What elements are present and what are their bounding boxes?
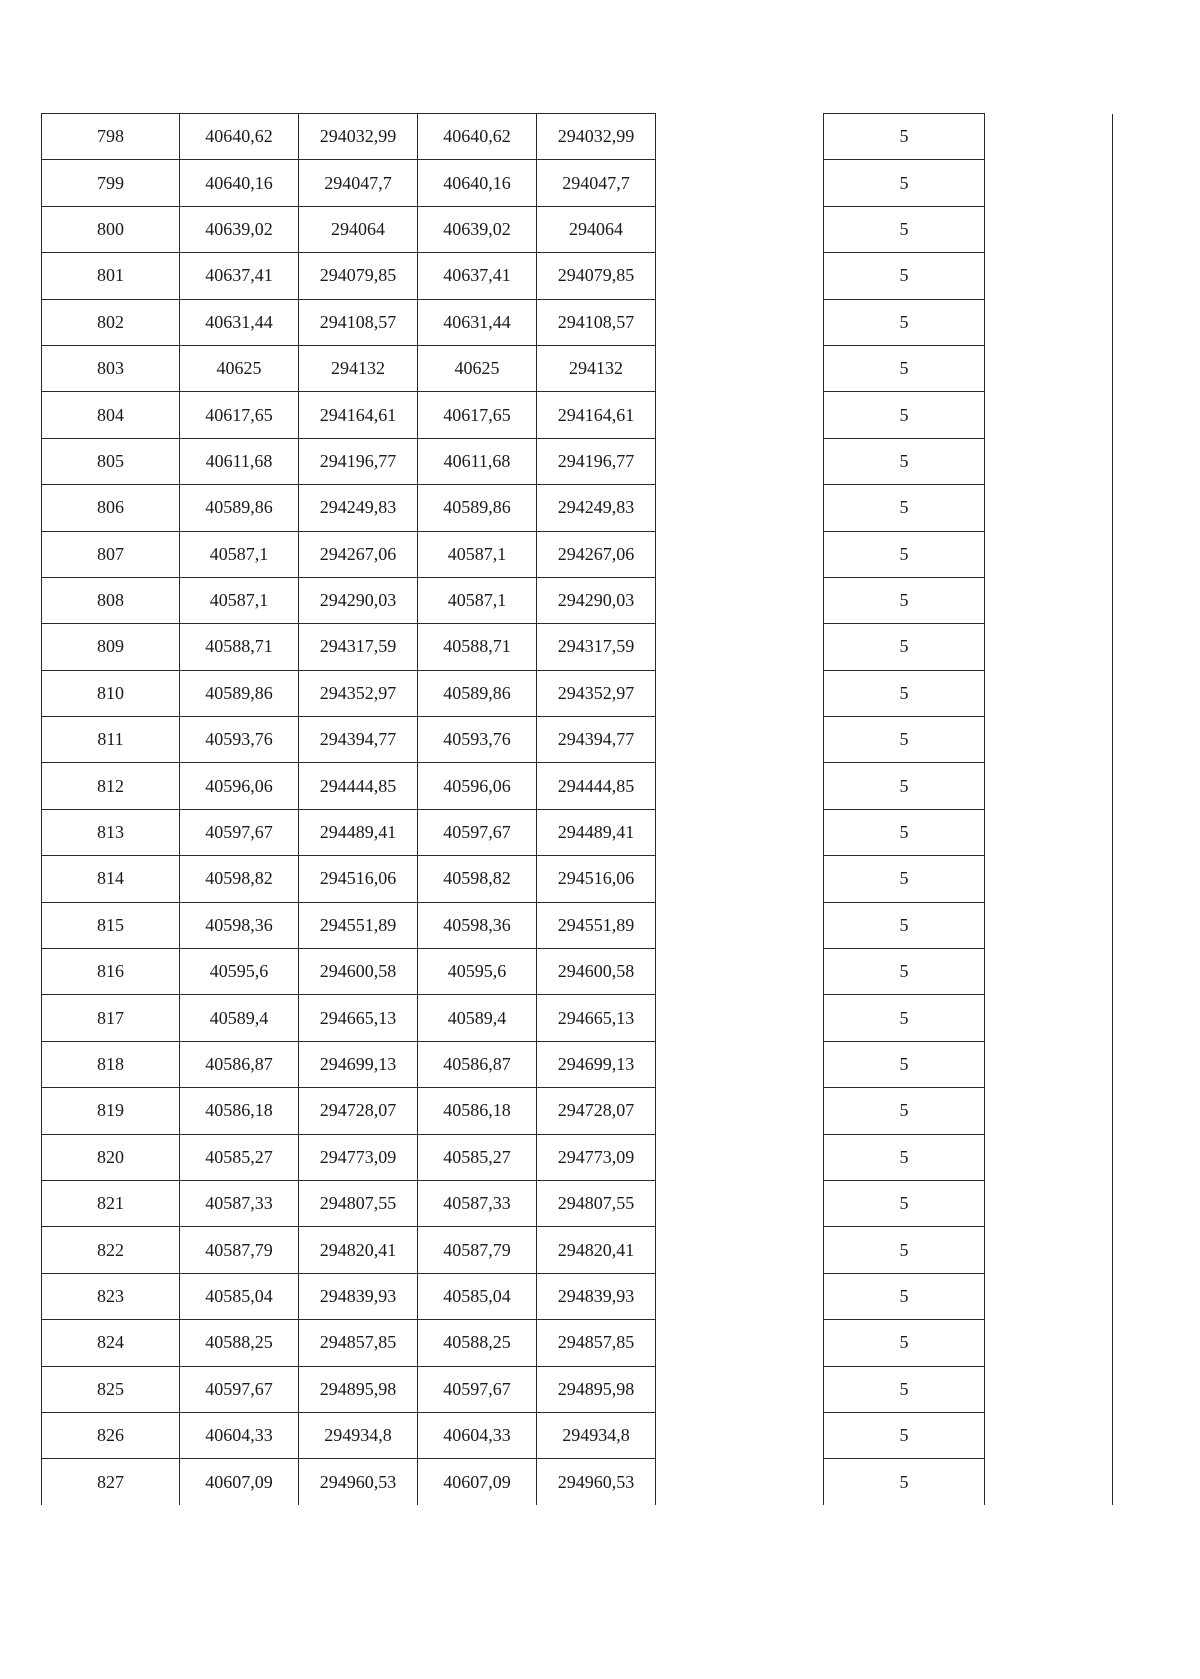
- table-row: [42, 856, 1113, 902]
- x-coordinate-cell: 40597,67: [180, 809, 299, 855]
- point-number-cell: 807: [42, 531, 180, 577]
- y-coordinate-2-cell: 294551,89: [537, 902, 656, 948]
- empty-column-cell: [656, 856, 824, 902]
- point-number-cell: 802: [42, 299, 180, 345]
- y-coordinate-cell: 294820,41: [299, 1227, 418, 1273]
- empty-column-cell: [656, 1320, 824, 1366]
- empty-column-cell: [656, 1366, 824, 1412]
- table-row: [42, 717, 1113, 763]
- empty-column-cell: [656, 1273, 824, 1319]
- y-coordinate-2-cell: 294079,85: [537, 253, 656, 299]
- x-coordinate-2-cell: 40639,02: [418, 206, 537, 252]
- table-row: [42, 624, 1113, 670]
- x-coordinate-cell: 40639,02: [180, 206, 299, 252]
- value-cell: 5: [824, 1412, 985, 1458]
- point-number-cell: 824: [42, 1320, 180, 1366]
- x-coordinate-cell: 40604,33: [180, 1412, 299, 1458]
- value-cell: 5: [824, 531, 985, 577]
- x-coordinate-2-cell: 40589,4: [418, 995, 537, 1041]
- empty-trailing-cell: [985, 1320, 1113, 1366]
- empty-trailing-cell: [985, 392, 1113, 438]
- x-coordinate-2-cell: 40640,62: [418, 114, 537, 160]
- x-coordinate-2-cell: 40631,44: [418, 299, 537, 345]
- x-coordinate-cell: 40617,65: [180, 392, 299, 438]
- x-coordinate-2-cell: 40587,1: [418, 531, 537, 577]
- value-cell: 5: [824, 809, 985, 855]
- y-coordinate-2-cell: 294807,55: [537, 1180, 656, 1226]
- empty-column-cell: [656, 438, 824, 484]
- point-number-cell: 809: [42, 624, 180, 670]
- x-coordinate-2-cell: 40607,09: [418, 1459, 537, 1505]
- y-coordinate-2-cell: 294164,61: [537, 392, 656, 438]
- value-cell: 5: [824, 670, 985, 716]
- empty-column-cell: [656, 717, 824, 763]
- table-row: [42, 114, 1113, 160]
- empty-trailing-cell: [985, 577, 1113, 623]
- y-coordinate-2-cell: 294196,77: [537, 438, 656, 484]
- empty-trailing-cell: [985, 438, 1113, 484]
- point-number-cell: 815: [42, 902, 180, 948]
- empty-trailing-cell: [985, 1041, 1113, 1087]
- x-coordinate-2-cell: 40598,36: [418, 902, 537, 948]
- value-cell: 5: [824, 114, 985, 160]
- value-cell: 5: [824, 1088, 985, 1134]
- value-cell: 5: [824, 949, 985, 995]
- empty-column-cell: [656, 253, 824, 299]
- point-number-cell: 805: [42, 438, 180, 484]
- x-coordinate-2-cell: 40597,67: [418, 1366, 537, 1412]
- value-cell: 5: [824, 345, 985, 391]
- table-row: [42, 485, 1113, 531]
- x-coordinate-cell: 40589,4: [180, 995, 299, 1041]
- y-coordinate-cell: 294600,58: [299, 949, 418, 995]
- point-number-cell: 808: [42, 577, 180, 623]
- empty-column-cell: [656, 763, 824, 809]
- value-cell: 5: [824, 392, 985, 438]
- empty-column-cell: [656, 670, 824, 716]
- point-number-cell: 812: [42, 763, 180, 809]
- empty-column-cell: [656, 1180, 824, 1226]
- value-cell: 5: [824, 206, 985, 252]
- empty-trailing-cell: [985, 253, 1113, 299]
- table-row: [42, 995, 1113, 1041]
- point-number-cell: 819: [42, 1088, 180, 1134]
- x-coordinate-2-cell: 40589,86: [418, 485, 537, 531]
- table-row: [42, 160, 1113, 206]
- table-row: [42, 809, 1113, 855]
- y-coordinate-cell: 294108,57: [299, 299, 418, 345]
- empty-trailing-cell: [985, 485, 1113, 531]
- y-coordinate-2-cell: 294960,53: [537, 1459, 656, 1505]
- x-coordinate-2-cell: 40596,06: [418, 763, 537, 809]
- x-coordinate-2-cell: 40588,71: [418, 624, 537, 670]
- y-coordinate-cell: 294857,85: [299, 1320, 418, 1366]
- value-cell: 5: [824, 1227, 985, 1273]
- table-row: [42, 1459, 1113, 1505]
- empty-trailing-cell: [985, 299, 1113, 345]
- y-coordinate-cell: 294839,93: [299, 1273, 418, 1319]
- x-coordinate-cell: 40597,67: [180, 1366, 299, 1412]
- x-coordinate-2-cell: 40593,76: [418, 717, 537, 763]
- table-row: [42, 670, 1113, 716]
- x-coordinate-cell: 40611,68: [180, 438, 299, 484]
- empty-trailing-cell: [985, 902, 1113, 948]
- y-coordinate-2-cell: 294352,97: [537, 670, 656, 716]
- x-coordinate-2-cell: 40604,33: [418, 1412, 537, 1458]
- x-coordinate-2-cell: 40585,27: [418, 1134, 537, 1180]
- y-coordinate-cell: 294807,55: [299, 1180, 418, 1226]
- x-coordinate-cell: 40586,87: [180, 1041, 299, 1087]
- x-coordinate-cell: 40607,09: [180, 1459, 299, 1505]
- y-coordinate-cell: 294064: [299, 206, 418, 252]
- value-cell: 5: [824, 299, 985, 345]
- empty-trailing-cell: [985, 531, 1113, 577]
- empty-trailing-cell: [985, 345, 1113, 391]
- point-number-cell: 804: [42, 392, 180, 438]
- point-number-cell: 810: [42, 670, 180, 716]
- empty-column-cell: [656, 809, 824, 855]
- empty-trailing-cell: [985, 1273, 1113, 1319]
- y-coordinate-2-cell: 294600,58: [537, 949, 656, 995]
- empty-column-cell: [656, 299, 824, 345]
- empty-column-cell: [656, 1459, 824, 1505]
- table-row: [42, 1041, 1113, 1087]
- point-number-cell: 826: [42, 1412, 180, 1458]
- empty-column-cell: [656, 392, 824, 438]
- empty-column-cell: [656, 485, 824, 531]
- y-coordinate-cell: 294032,99: [299, 114, 418, 160]
- y-coordinate-cell: 294895,98: [299, 1366, 418, 1412]
- y-coordinate-cell: 294394,77: [299, 717, 418, 763]
- x-coordinate-cell: 40586,18: [180, 1088, 299, 1134]
- point-number-cell: 813: [42, 809, 180, 855]
- x-coordinate-2-cell: 40586,87: [418, 1041, 537, 1087]
- y-coordinate-2-cell: 294934,8: [537, 1412, 656, 1458]
- empty-trailing-cell: [985, 949, 1113, 995]
- point-number-cell: 822: [42, 1227, 180, 1273]
- empty-trailing-cell: [985, 160, 1113, 206]
- x-coordinate-cell: 40593,76: [180, 717, 299, 763]
- empty-column-cell: [656, 1134, 824, 1180]
- point-number-cell: 798: [42, 114, 180, 160]
- empty-column-cell: [656, 206, 824, 252]
- table-row: [42, 206, 1113, 252]
- x-coordinate-2-cell: 40637,41: [418, 253, 537, 299]
- empty-trailing-cell: [985, 114, 1113, 160]
- x-coordinate-2-cell: 40598,82: [418, 856, 537, 902]
- table-row: [42, 1180, 1113, 1226]
- y-coordinate-cell: 294079,85: [299, 253, 418, 299]
- point-number-cell: 821: [42, 1180, 180, 1226]
- x-coordinate-cell: 40640,16: [180, 160, 299, 206]
- table-row: [42, 577, 1113, 623]
- empty-column-cell: [656, 531, 824, 577]
- x-coordinate-cell: 40587,33: [180, 1180, 299, 1226]
- y-coordinate-cell: 294516,06: [299, 856, 418, 902]
- point-number-cell: 814: [42, 856, 180, 902]
- value-cell: 5: [824, 1273, 985, 1319]
- y-coordinate-cell: 294164,61: [299, 392, 418, 438]
- y-coordinate-2-cell: 294820,41: [537, 1227, 656, 1273]
- point-number-cell: 801: [42, 253, 180, 299]
- value-cell: 5: [824, 624, 985, 670]
- y-coordinate-2-cell: 294064: [537, 206, 656, 252]
- y-coordinate-cell: 294132: [299, 345, 418, 391]
- point-number-cell: 800: [42, 206, 180, 252]
- empty-column-cell: [656, 114, 824, 160]
- table-row: [42, 299, 1113, 345]
- empty-column-cell: [656, 949, 824, 995]
- empty-trailing-cell: [985, 763, 1113, 809]
- y-coordinate-2-cell: 294516,06: [537, 856, 656, 902]
- x-coordinate-2-cell: 40625: [418, 345, 537, 391]
- y-coordinate-2-cell: 294132: [537, 345, 656, 391]
- empty-trailing-cell: [985, 1088, 1113, 1134]
- table-row: [42, 1088, 1113, 1134]
- x-coordinate-2-cell: 40611,68: [418, 438, 537, 484]
- value-cell: 5: [824, 253, 985, 299]
- x-coordinate-cell: 40587,79: [180, 1227, 299, 1273]
- empty-trailing-cell: [985, 670, 1113, 716]
- table-row: [42, 1412, 1113, 1458]
- table-row: [42, 949, 1113, 995]
- y-coordinate-2-cell: 294489,41: [537, 809, 656, 855]
- y-coordinate-2-cell: 294290,03: [537, 577, 656, 623]
- coordinates-table-body: [42, 114, 1113, 1506]
- empty-trailing-cell: [985, 624, 1113, 670]
- y-coordinate-2-cell: 294032,99: [537, 114, 656, 160]
- y-coordinate-cell: 294352,97: [299, 670, 418, 716]
- point-number-cell: 799: [42, 160, 180, 206]
- y-coordinate-2-cell: 294699,13: [537, 1041, 656, 1087]
- value-cell: 5: [824, 763, 985, 809]
- y-coordinate-cell: 294934,8: [299, 1412, 418, 1458]
- table-row: [42, 345, 1113, 391]
- y-coordinate-cell: 294773,09: [299, 1134, 418, 1180]
- x-coordinate-cell: 40640,62: [180, 114, 299, 160]
- x-coordinate-cell: 40598,36: [180, 902, 299, 948]
- x-coordinate-2-cell: 40597,67: [418, 809, 537, 855]
- empty-trailing-cell: [985, 1366, 1113, 1412]
- value-cell: 5: [824, 1180, 985, 1226]
- table-row: [42, 392, 1113, 438]
- empty-trailing-cell: [985, 1180, 1113, 1226]
- x-coordinate-cell: 40595,6: [180, 949, 299, 995]
- x-coordinate-cell: 40589,86: [180, 485, 299, 531]
- x-coordinate-cell: 40631,44: [180, 299, 299, 345]
- point-number-cell: 827: [42, 1459, 180, 1505]
- point-number-cell: 817: [42, 995, 180, 1041]
- empty-trailing-cell: [985, 1459, 1113, 1505]
- y-coordinate-2-cell: 294108,57: [537, 299, 656, 345]
- y-coordinate-cell: 294489,41: [299, 809, 418, 855]
- x-coordinate-cell: 40637,41: [180, 253, 299, 299]
- point-number-cell: 811: [42, 717, 180, 763]
- empty-column-cell: [656, 1041, 824, 1087]
- y-coordinate-2-cell: 294047,7: [537, 160, 656, 206]
- value-cell: 5: [824, 438, 985, 484]
- x-coordinate-cell: 40589,86: [180, 670, 299, 716]
- table-row: [42, 902, 1113, 948]
- table-row: [42, 1134, 1113, 1180]
- value-cell: 5: [824, 717, 985, 763]
- table-row: [42, 438, 1113, 484]
- value-cell: 5: [824, 577, 985, 623]
- coordinates-table: [41, 113, 1113, 1505]
- x-coordinate-cell: 40585,04: [180, 1273, 299, 1319]
- empty-column-cell: [656, 345, 824, 391]
- x-coordinate-cell: 40585,27: [180, 1134, 299, 1180]
- value-cell: 5: [824, 856, 985, 902]
- y-coordinate-cell: 294047,7: [299, 160, 418, 206]
- x-coordinate-cell: 40588,71: [180, 624, 299, 670]
- empty-column-cell: [656, 1227, 824, 1273]
- empty-trailing-cell: [985, 809, 1113, 855]
- value-cell: 5: [824, 485, 985, 531]
- table-row: [42, 763, 1113, 809]
- x-coordinate-cell: 40587,1: [180, 531, 299, 577]
- y-coordinate-cell: 294665,13: [299, 995, 418, 1041]
- point-number-cell: 825: [42, 1366, 180, 1412]
- empty-column-cell: [656, 1412, 824, 1458]
- point-number-cell: 820: [42, 1134, 180, 1180]
- empty-trailing-cell: [985, 717, 1113, 763]
- y-coordinate-cell: 294728,07: [299, 1088, 418, 1134]
- value-cell: 5: [824, 1320, 985, 1366]
- y-coordinate-2-cell: 294444,85: [537, 763, 656, 809]
- y-coordinate-cell: 294267,06: [299, 531, 418, 577]
- x-coordinate-cell: 40587,1: [180, 577, 299, 623]
- y-coordinate-cell: 294249,83: [299, 485, 418, 531]
- point-number-cell: 823: [42, 1273, 180, 1319]
- x-coordinate-2-cell: 40588,25: [418, 1320, 537, 1366]
- empty-trailing-cell: [985, 856, 1113, 902]
- value-cell: 5: [824, 1459, 985, 1505]
- y-coordinate-2-cell: 294394,77: [537, 717, 656, 763]
- empty-column-cell: [656, 160, 824, 206]
- x-coordinate-2-cell: 40617,65: [418, 392, 537, 438]
- x-coordinate-2-cell: 40589,86: [418, 670, 537, 716]
- table-row: [42, 253, 1113, 299]
- x-coordinate-cell: 40596,06: [180, 763, 299, 809]
- y-coordinate-2-cell: 294773,09: [537, 1134, 656, 1180]
- x-coordinate-2-cell: 40587,33: [418, 1180, 537, 1226]
- table-row: [42, 531, 1113, 577]
- x-coordinate-2-cell: 40587,1: [418, 577, 537, 623]
- empty-column-cell: [656, 995, 824, 1041]
- y-coordinate-cell: 294699,13: [299, 1041, 418, 1087]
- y-coordinate-2-cell: 294895,98: [537, 1366, 656, 1412]
- point-number-cell: 803: [42, 345, 180, 391]
- table-row: [42, 1320, 1113, 1366]
- x-coordinate-2-cell: 40585,04: [418, 1273, 537, 1319]
- y-coordinate-2-cell: 294728,07: [537, 1088, 656, 1134]
- empty-trailing-cell: [985, 1227, 1113, 1273]
- empty-trailing-cell: [985, 1134, 1113, 1180]
- empty-column-cell: [656, 902, 824, 948]
- value-cell: 5: [824, 1041, 985, 1087]
- y-coordinate-2-cell: 294839,93: [537, 1273, 656, 1319]
- x-coordinate-2-cell: 40640,16: [418, 160, 537, 206]
- table-row: [42, 1366, 1113, 1412]
- y-coordinate-2-cell: 294267,06: [537, 531, 656, 577]
- x-coordinate-cell: 40588,25: [180, 1320, 299, 1366]
- value-cell: 5: [824, 1366, 985, 1412]
- y-coordinate-cell: 294196,77: [299, 438, 418, 484]
- point-number-cell: 816: [42, 949, 180, 995]
- empty-column-cell: [656, 577, 824, 623]
- x-coordinate-2-cell: 40587,79: [418, 1227, 537, 1273]
- y-coordinate-cell: 294290,03: [299, 577, 418, 623]
- x-coordinate-2-cell: 40586,18: [418, 1088, 537, 1134]
- empty-column-cell: [656, 1088, 824, 1134]
- y-coordinate-cell: 294960,53: [299, 1459, 418, 1505]
- y-coordinate-2-cell: 294857,85: [537, 1320, 656, 1366]
- y-coordinate-2-cell: 294317,59: [537, 624, 656, 670]
- y-coordinate-cell: 294444,85: [299, 763, 418, 809]
- value-cell: 5: [824, 160, 985, 206]
- y-coordinate-2-cell: 294249,83: [537, 485, 656, 531]
- x-coordinate-2-cell: 40595,6: [418, 949, 537, 995]
- empty-trailing-cell: [985, 995, 1113, 1041]
- y-coordinate-cell: 294317,59: [299, 624, 418, 670]
- x-coordinate-cell: 40625: [180, 345, 299, 391]
- value-cell: 5: [824, 902, 985, 948]
- y-coordinate-2-cell: 294665,13: [537, 995, 656, 1041]
- value-cell: 5: [824, 1134, 985, 1180]
- x-coordinate-cell: 40598,82: [180, 856, 299, 902]
- point-number-cell: 806: [42, 485, 180, 531]
- table-row: [42, 1227, 1113, 1273]
- empty-trailing-cell: [985, 1412, 1113, 1458]
- y-coordinate-cell: 294551,89: [299, 902, 418, 948]
- table-row: [42, 1273, 1113, 1319]
- value-cell: 5: [824, 995, 985, 1041]
- empty-trailing-cell: [985, 206, 1113, 252]
- point-number-cell: 818: [42, 1041, 180, 1087]
- empty-column-cell: [656, 624, 824, 670]
